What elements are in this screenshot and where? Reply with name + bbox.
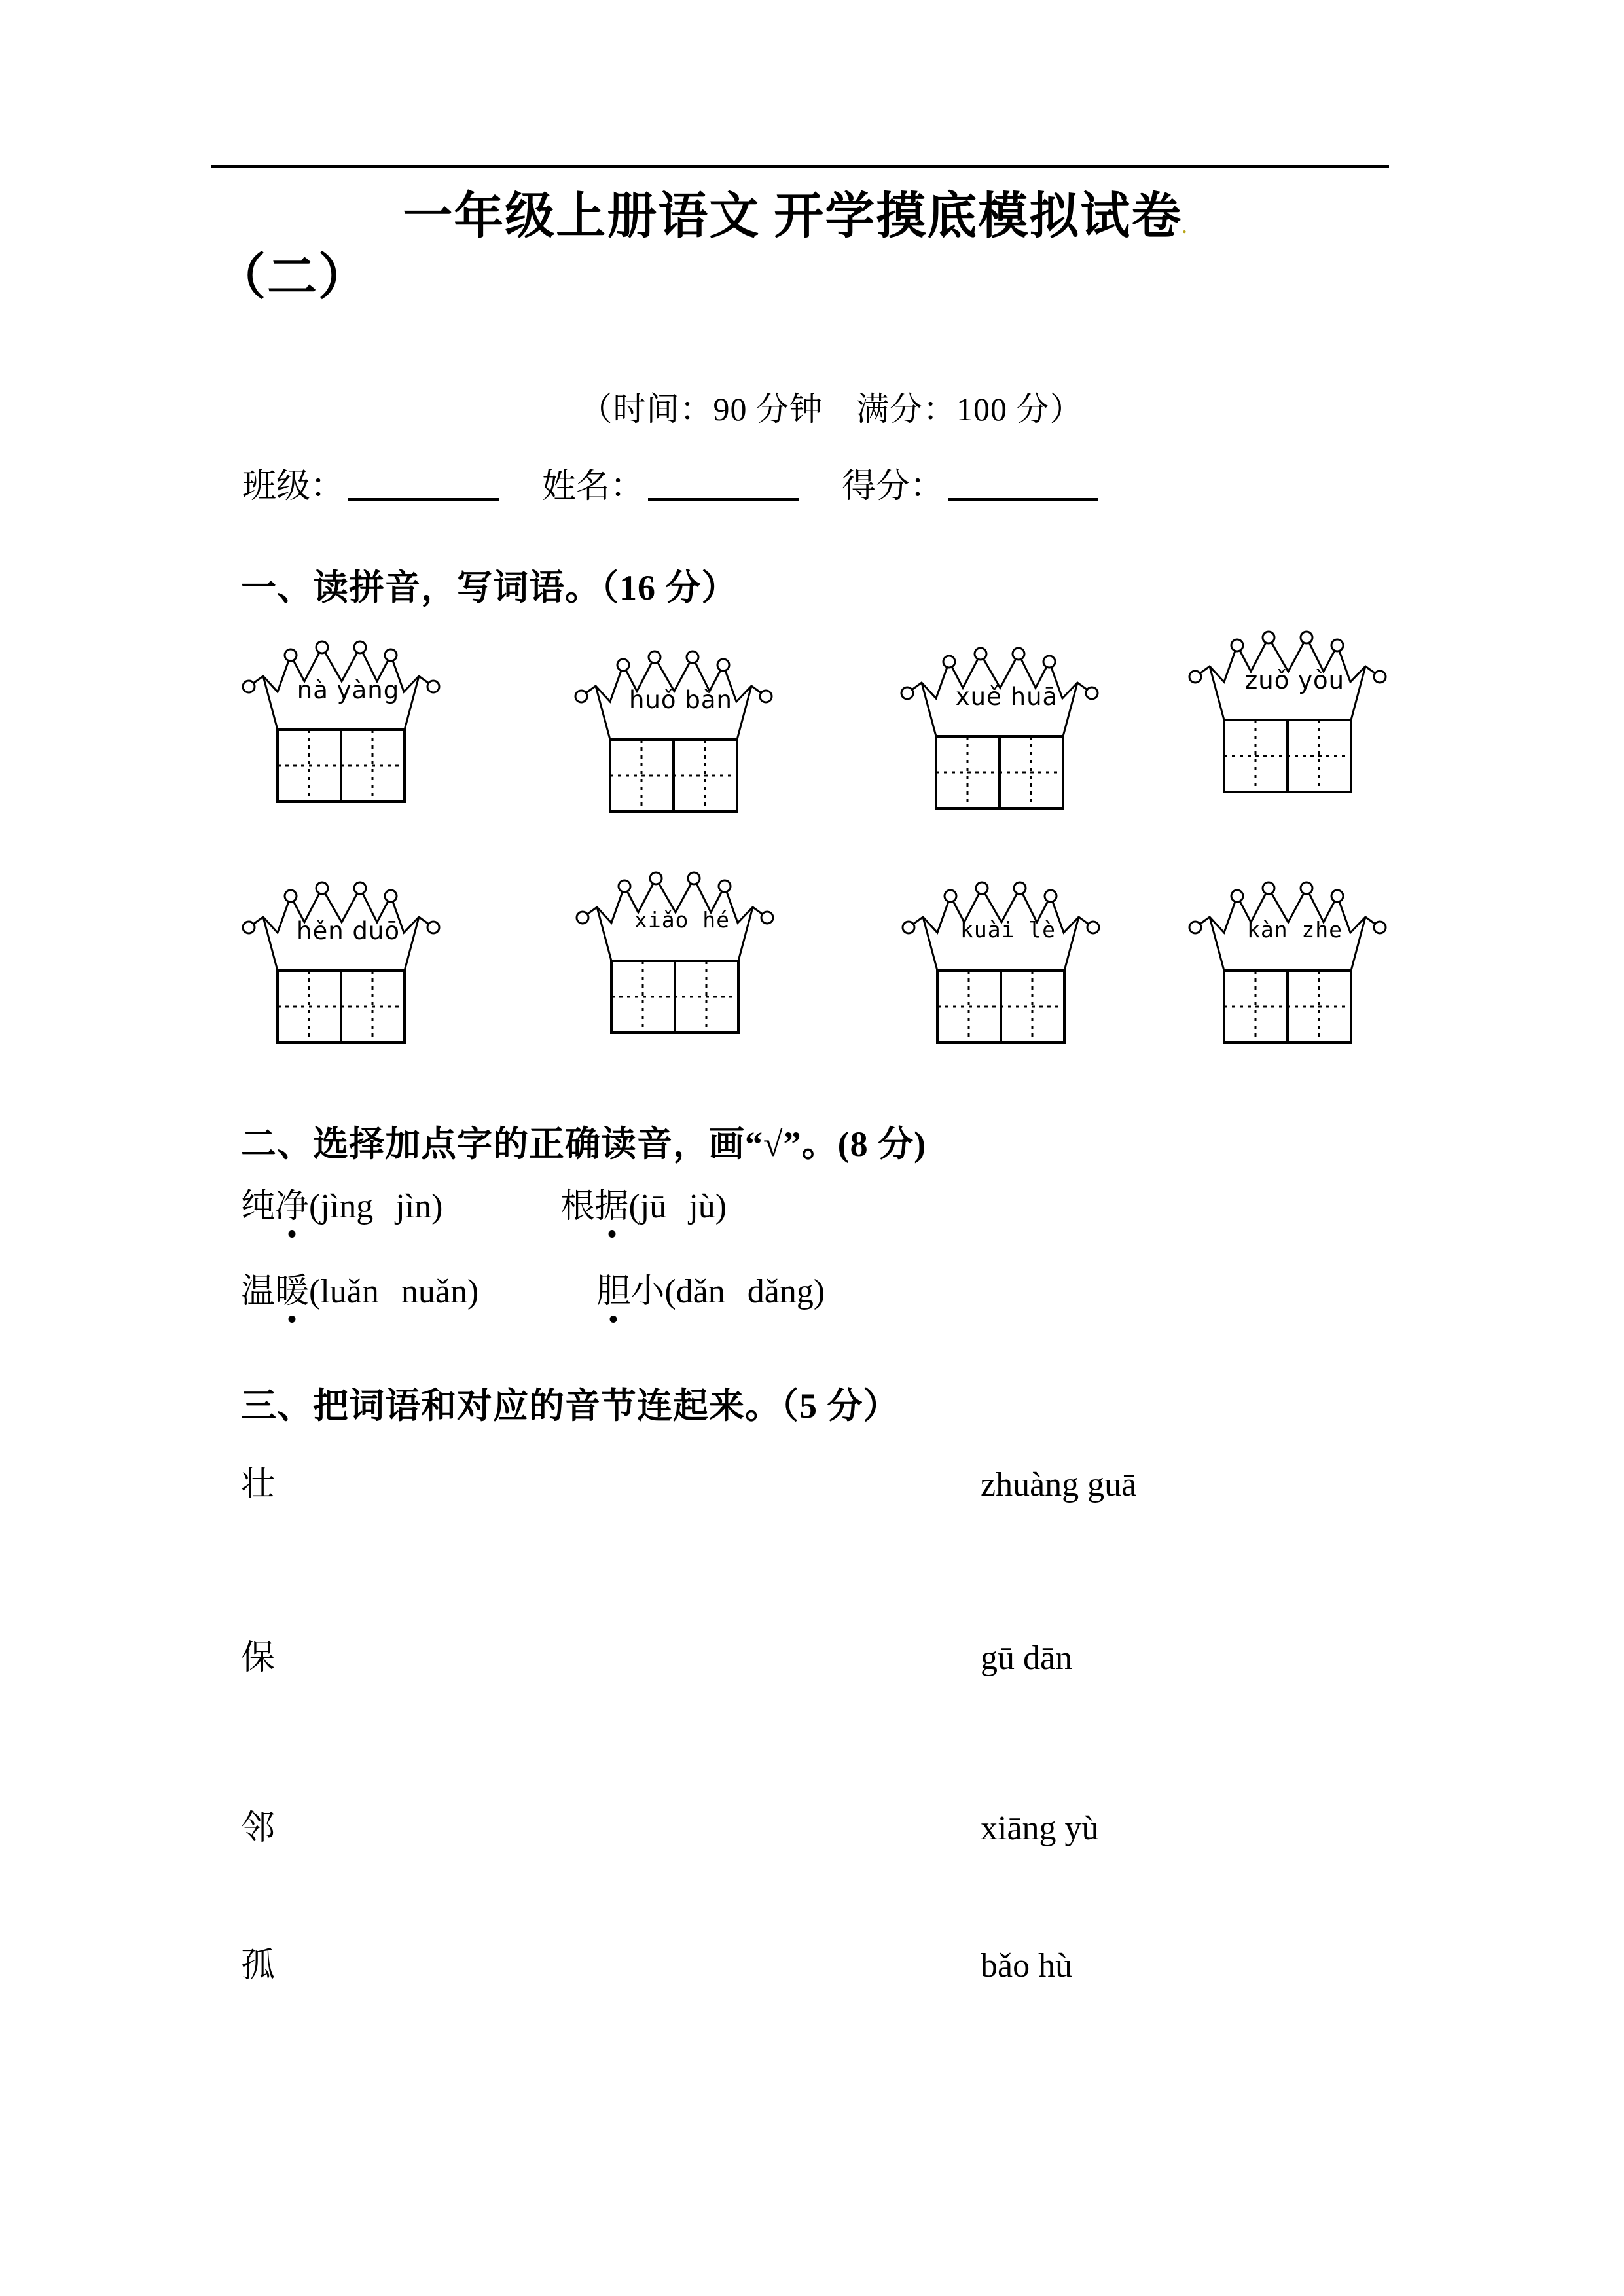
tone-paren-open-4: (	[664, 1273, 676, 1310]
tone-choice-item-2[interactable]	[561, 1178, 727, 1227]
crown-pinyin-3: xuě huā	[955, 683, 1058, 711]
tone-option-1a[interactable]: jìng	[320, 1188, 374, 1225]
crown-grid-icon-5	[237, 859, 460, 1049]
match-row-2	[241, 1630, 1386, 1679]
crown-grid-icon-3	[895, 625, 1118, 815]
crown-pinyin-7: kuài lè	[960, 917, 1056, 942]
match-character-1[interactable]: 壮	[241, 1466, 276, 1503]
tone-choice-item-3[interactable]	[241, 1263, 478, 1312]
header-rule	[211, 165, 1389, 168]
crown-pinyin-8: kàn zhe	[1246, 917, 1343, 942]
tone-word-dotted-1: 净	[275, 1178, 309, 1227]
tone-paren-close-4: )	[813, 1273, 825, 1310]
crown-pinyin-4: zuǒ yòu	[1244, 666, 1345, 694]
tone-paren-open-3: (	[309, 1273, 321, 1310]
tone-choice-row-1	[241, 1178, 727, 1227]
tone-word-dotted-3: 暖	[275, 1263, 309, 1312]
title-main: 一年级上册语文 开学摸底模拟试卷	[403, 189, 1183, 244]
match-character-4[interactable]: 孤	[241, 1947, 276, 1984]
match-row-1	[241, 1456, 1386, 1505]
tone-choice-row-2	[241, 1263, 825, 1312]
tone-word-plain-4: 小	[630, 1273, 665, 1310]
class-label: 班级：	[242, 468, 345, 505]
tone-paren-close-2: )	[715, 1188, 727, 1225]
match-character-2[interactable]: 保	[241, 1640, 276, 1677]
crown-box-3	[895, 625, 1118, 815]
crown-grid-icon-6	[571, 850, 793, 1039]
match-syllable-3[interactable]: xiāng yù	[981, 1810, 1099, 1847]
tone-paren-open-2: (	[628, 1188, 640, 1225]
crown-pinyin-2: huǒ bàn	[629, 686, 732, 714]
tone-option-3b[interactable]: nuǎn	[401, 1273, 467, 1310]
crown-grid-icon-4	[1183, 609, 1406, 798]
match-syllable-2[interactable]: gū dān	[981, 1640, 1073, 1677]
crown-grid-icon-2	[569, 628, 792, 818]
crown-box-5	[237, 859, 460, 1049]
tone-word-dotted-4: 胆	[596, 1263, 630, 1312]
match-row-4	[241, 1937, 1386, 1986]
exam-meta-subtitle: （时间：90 分钟 满分：100 分）	[579, 391, 1083, 427]
tone-option-2b[interactable]: jù	[689, 1188, 715, 1225]
tone-option-3a[interactable]: luǎn	[320, 1273, 379, 1310]
match-character-3[interactable]: 邻	[241, 1810, 276, 1847]
match-row-3	[241, 1800, 1386, 1849]
match-syllable-4[interactable]: bǎo hù	[981, 1947, 1073, 1984]
name-blank-field[interactable]	[648, 498, 799, 501]
score-blank-field[interactable]	[948, 498, 1098, 501]
tone-paren-open-1: (	[309, 1188, 321, 1225]
tone-word-plain-3: 温	[241, 1273, 276, 1310]
tone-option-4b[interactable]: dǎng	[747, 1273, 814, 1310]
crown-box-2	[569, 628, 792, 818]
tone-word-plain-1: 纯	[241, 1188, 276, 1225]
crown-grid-icon-7	[897, 859, 1119, 1049]
tone-choice-item-4[interactable]	[596, 1263, 825, 1312]
tone-option-4a[interactable]: dǎn	[676, 1273, 725, 1310]
match-syllable-1[interactable]: zhuàng guā	[981, 1466, 1137, 1503]
tone-option-2a[interactable]: jū	[640, 1188, 667, 1225]
tone-option-1b[interactable]: jìn	[395, 1188, 432, 1225]
section-3-heading: 三、把词语和对应的音节连起来。（5 分）	[241, 1386, 899, 1426]
class-blank-field[interactable]	[348, 498, 499, 501]
tone-choice-item-1[interactable]	[241, 1178, 443, 1227]
title-subnumber: （二）	[216, 249, 369, 305]
section-1-heading: 一、读拼音，写词语。（16 分）	[241, 568, 738, 607]
title-marker-dot: .	[1182, 218, 1188, 237]
crown-box-4	[1183, 609, 1406, 798]
crown-box-1	[237, 619, 460, 808]
crown-box-6	[571, 850, 793, 1039]
crown-pinyin-1: nà yàng	[297, 676, 400, 704]
tone-paren-close-1: )	[431, 1188, 443, 1225]
tone-word-plain-2: 根	[560, 1188, 595, 1225]
student-info-line	[242, 458, 1102, 507]
name-label: 姓名：	[542, 468, 645, 505]
crown-grid-icon-1	[237, 619, 460, 808]
page-title	[216, 187, 1394, 308]
crown-pinyin-5: hěn duō	[297, 917, 400, 945]
tone-paren-close-3: )	[467, 1273, 479, 1310]
tone-word-dotted-2: 据	[595, 1178, 629, 1227]
crown-pinyin-6: xiǎo hé	[634, 907, 731, 933]
section-2-heading: 二、选择加点字的正确读音，画“√”。(8 分)	[241, 1124, 927, 1164]
crown-box-8	[1183, 859, 1406, 1049]
score-label: 得分：	[842, 468, 945, 505]
crown-grid-icon-8	[1183, 859, 1406, 1049]
crown-box-7	[897, 859, 1119, 1049]
